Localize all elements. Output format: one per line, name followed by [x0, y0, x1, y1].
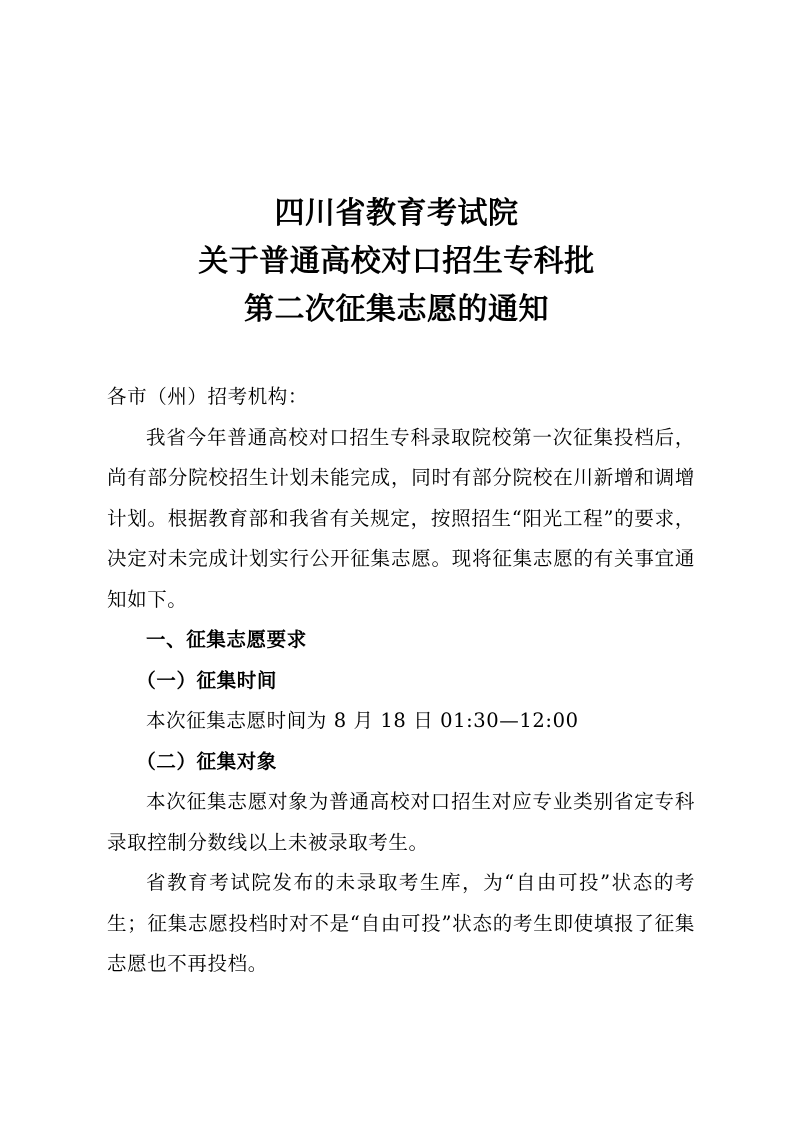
- section-heading-1: 一、征集志愿要求: [146, 628, 307, 651]
- document-title: [0, 190, 793, 334]
- document-body: [107, 377, 695, 985]
- intro-paragraph: 我省今年普通高校对口招生专科录取院校第一次征集投档后，尚有部分院校招生计划未能完成，同时有部分院校在川新增和调增计划。根据教育部和我省有关规定，按照招生“阳光工程”的要求，决定对未完成计划实行公开征集志愿。现将征集志愿的有关事宜通知如下。: [107, 425, 695, 611]
- subsection-heading-target: （二）征集对象: [136, 749, 277, 773]
- salutation: 各市（州）招考机构：: [107, 385, 309, 408]
- time-paragraph: 本次征集志愿时间为 8 月 18 日 01:30—12:00: [146, 709, 579, 732]
- title-line-1: 四川省教育考试院: [274, 196, 519, 231]
- title-line-2: 关于普通高校对口招生专科批: [198, 244, 595, 279]
- subsection-heading-time: （一）征集时间: [136, 668, 277, 692]
- title-line-3: 第二次征集志愿的通知: [244, 292, 549, 327]
- target-paragraph-2: 省教育考试院发布的未录取考生库，为“自由可投”状态的考生；征集志愿投档时对不是“自由可投”状态的考生即使填报了征集志愿也不再投档。: [107, 871, 695, 975]
- target-paragraph-1: 本次征集志愿对象为普通高校对口招生对应专业类别省定专科录取控制分数线以上未被录取考生。: [107, 790, 695, 854]
